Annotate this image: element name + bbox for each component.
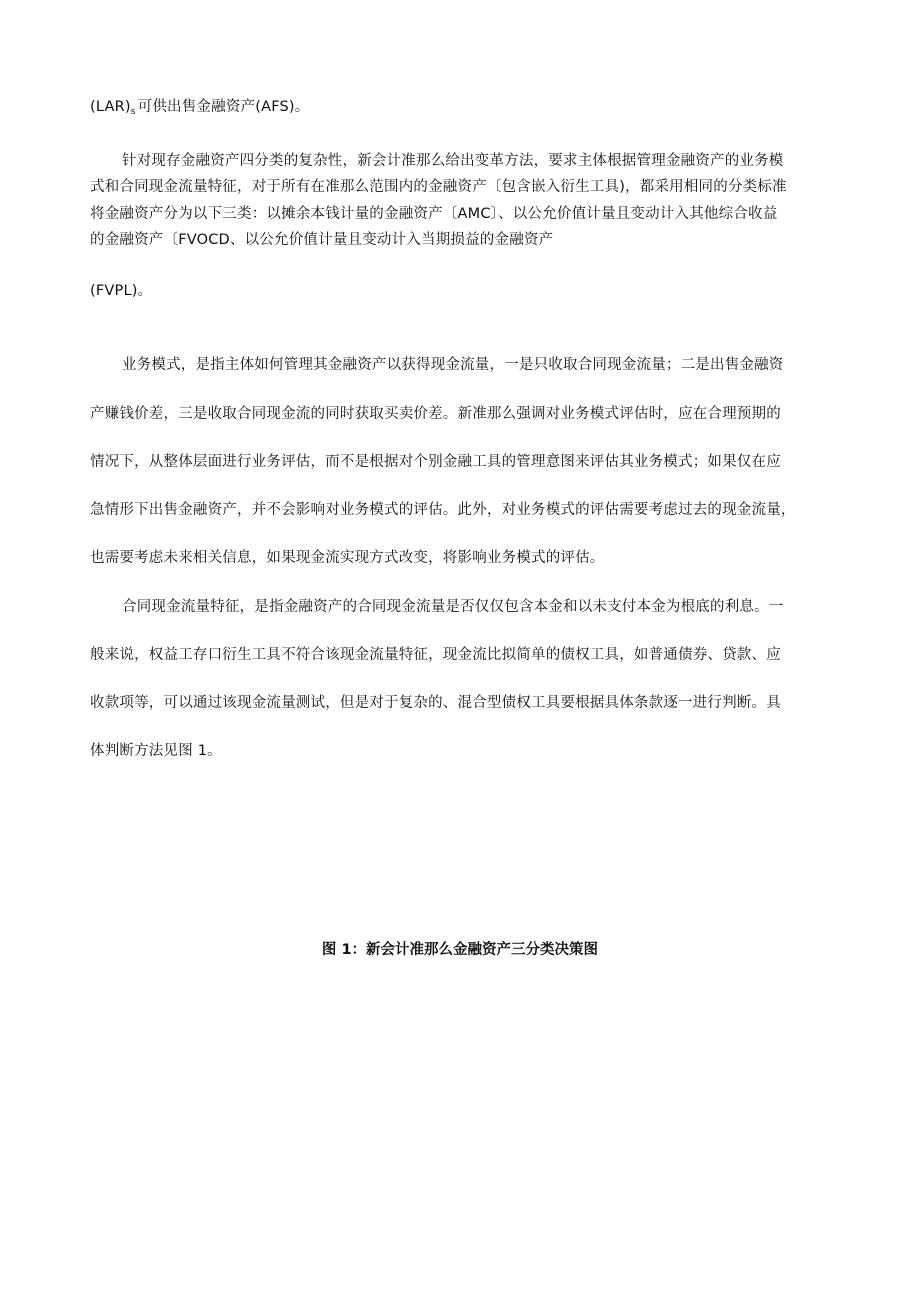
paragraph-line: 也需要考虑未来相关信息，如果现金流实现方式改变，将影响业务模式的评估。 xyxy=(90,550,605,566)
intro-line xyxy=(90,97,830,122)
paragraph-line: 的金融资产〔FVOCD、以公允价值计量且变动计入当期损益的金融资产 xyxy=(90,232,554,248)
paragraph-line: 将金融资产分为以下三类：以摊余本钱计量的金融资产〔AMC〕、以公允价值计量且变动计入其他综合收益 xyxy=(90,206,778,222)
intro-subscript: s xyxy=(130,107,136,117)
intro-prefix: (LAR) xyxy=(90,99,131,115)
paragraph-line: 体判断方法见图 1。 xyxy=(90,743,222,759)
paragraph-line: 业务模式，是指主体如何管理其金融资产以获得现金流量，一是只收取合同现金流量；二是出售金融资 xyxy=(122,357,784,373)
paragraph-line: 合同现金流量特征，是指金融资产的合同现金流量是否仅仅包含本金和以未支付本金为根底的利息。一 xyxy=(122,599,784,615)
paragraph-line: 般来说，权益工存口衍生工具不符合该现金流量特征，现金流比拟简单的债权工具，如普通债券、贷款、应 xyxy=(90,647,781,663)
paragraph-line: 急情形下出售金融资产，并不会影响对业务模式的评估。此外，对业务模式的评估需要考虑过去的现金流量， xyxy=(90,502,796,518)
paragraph-line: 产赚钱价差，三是收取合同现金流的同时获取买卖价差。新准那么强调对业务模式评估时，应在合理预期的 xyxy=(90,406,781,422)
paragraph-line: 针对现存金融资产四分类的复杂性，新会计准那么给出变革方法，要求主体根据管理金融资产的业务模 xyxy=(122,153,784,169)
figure-caption: 图 1：新会计准那么金融资产三分类决策图 xyxy=(321,942,599,958)
paragraph-line: 收款项等，可以通过该现金流量测试，但是对于复杂的、混合型债权工具要根据具体条款逐一进行判断。具 xyxy=(90,695,781,711)
paragraph-line: 情况下，从整体层面进行业务评估，而不是根据对个别金融工具的管理意图来评估其业务模式；如果仅在应 xyxy=(90,454,781,470)
paragraph-line: 式和合同现金流量特征，对于所有在准那么范围内的金融资产〔包含嵌入衍生工具)，都采用相同的分类标准 xyxy=(90,179,787,195)
intro-rest: 可供出售金融资产(AFS)。 xyxy=(137,99,310,115)
paragraph-line: (FVPL)。 xyxy=(90,283,153,299)
